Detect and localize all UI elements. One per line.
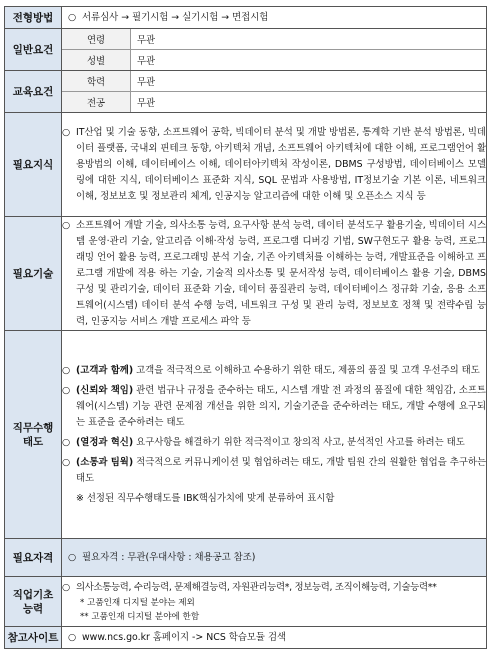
attitude-item-text: 고객을 적극적으로 이해하고 수용하기 위한 태도, 제품의 품질 및 고객 우선주의 태도 [133,364,480,376]
basic-note-1: * 고품인재 디지털 분야는 제외 [80,597,195,608]
attitude-item-text: 요구사항을 해결하기 위한 적극적이고 창의적 사고, 분석적인 사고를 하려는 태도 [133,436,465,448]
reference-text: www.ncs.go.kr 홈페이지 -> NCS 학습모듈 검색 [82,631,287,643]
process-cell [62,7,487,29]
knowledge-text: IT산업 및 기술 동향, 소프트웨어 공학, 빅데이터 분석 및 개발 방법론, 통계학 기반 분석 방법론, 빅데이터 플랫폼, 국내외 핀테크 동향, 아키텍처 개념, 소프트웨어 아키텍처에 대한 이해, 프로그램언어 활용방법의 이해, 데이터베이스 이해, 데이터아키텍처 작성이론, DBMS 구성방법, 데이터베이스 모델링에 대한 지식, 데이터베이스 표준화 지식, SQL 문법과 사용방법, IT정보기술 기본 이론, 네트워크 이해, 정보보호 및 정보관리 체계, 인공지능 알고리즘에 대한 이해 및 오픈소스 지식 등 [76,126,486,202]
bullet-mark: ○ [62,456,71,468]
qualification-text: 필요자격 : 무관(우대사항 : 채용공고 참조) [82,551,256,563]
attitude-item-head: (열정과 혁신) [76,436,134,448]
process-text: 서류심사 → 필기시험 → 실기시험 → 면접시험 [82,11,269,23]
bullet-mark: ○ [68,551,77,563]
basic-note-2: ** 고품인재 디지털 분야에 한함 [80,611,200,622]
degree-key: 학력 [62,71,131,92]
attitude-cell [62,331,487,539]
job-description-table [4,6,487,649]
skills-cell [62,217,487,331]
bullet-mark: ○ [68,631,77,643]
major-value: 무관 [137,98,156,109]
education-cell [62,71,487,113]
degree-value: 무관 [131,71,487,92]
attitude-item [62,455,486,487]
age-value: 무관 [131,29,487,50]
attitude-item-head: (신뢰와 책임) [76,384,134,396]
bullet-mark: ○ [62,126,71,138]
attitude-item [62,363,486,379]
basic-text: 의사소통능력, 수리능력, 문제해결능력, 자원관리능력*, 정보능력, 조직이해능력, 기술능력** [76,581,437,593]
general-cell [62,29,487,71]
attitude-item [62,383,486,431]
basic-label: 직업기초 능력 [5,577,62,627]
attitude-item-text: 적극적으로 커뮤니케이션 및 협업하려는 태도, 개발 팀원 간의 원활한 협업을 추구하는 태도 [76,456,487,484]
major-key: 전공 [62,92,131,113]
attitude-item-head: (고객과 함께) [76,364,134,376]
attitude-note: ※ 선정된 직무수행태도를 IBK핵심가치에 맞게 분류하여 표시함 [76,492,335,504]
bullet-mark: ○ [62,364,71,376]
gender-key: 성별 [62,50,131,71]
bullet-mark: ○ [62,384,71,396]
knowledge-label: 필요지식 [5,113,62,217]
bullet-mark: ○ [62,581,71,593]
qualification-cell [62,539,487,577]
education-label: 교육요건 [5,71,62,113]
education-subtable [62,71,486,112]
attitude-label: 직무수행 태도 [5,331,62,539]
gender-value: 무관 [137,56,156,67]
bullet-mark: ○ [62,219,71,231]
skills-text: 소프트웨어 개발 기술, 의사소통 능력, 요구사항 분석 능력, 데이터 분석도구 활용기술, 빅데이터 시스템 운영·관리 기술, 알고리즘 이해·작성 능력, 프로그램 디버깅 기법, SW구현도구 활용 능력, 프로그래밍 언어 활용 능력, 프로그래밍 분석 기술, 기존 아키텍처를 이해하는 능력, 개발표준을 이해하고 프로그램 개발에 적용 하는 기술, 기술적 의사소통 및 문서작성 능력, 데이터베이스 활용 기술, DBMS 구성 및 관리기술, 데이터 표준화 기술, 데이터 품질관리 능력, 데이터베이스 정규화 기술, 응용 소프트웨어(시스템) 데이터 분석 수행 능력, 네트워크 구성 및 관리 능력, 정보보호 정책 및 전략수립 능력, 인공지능 서비스 개발 프로세스 파악 등 [76,219,486,327]
qualification-label: 필요자격 [5,539,62,577]
process-label: 전형방법 [5,7,62,29]
bullet-mark: ○ [62,436,71,448]
attitude-item-text: 관련 법규나 규정을 준수하는 태도, 시스템 개발 전 과정의 품질에 대한 책임감, 소프트웨어(시스템) 기능 관련 문제점 개선을 위한 의지, 기술기준을 준수하려는 태도, 개발 수행에 요구되는 표준을 준수하려는 태도 [76,384,486,428]
skills-label: 필요기술 [5,217,62,331]
reference-label: 참고사이트 [5,627,62,649]
knowledge-cell [62,113,487,217]
basic-cell [62,577,487,627]
reference-cell [62,627,487,649]
attitude-item [62,435,486,451]
age-key: 연령 [62,29,131,50]
bullet-mark: ○ [68,11,77,23]
general-label: 일반요건 [5,29,62,71]
general-subtable [62,29,486,70]
attitude-item-head: (소통과 팀웍) [76,456,134,468]
